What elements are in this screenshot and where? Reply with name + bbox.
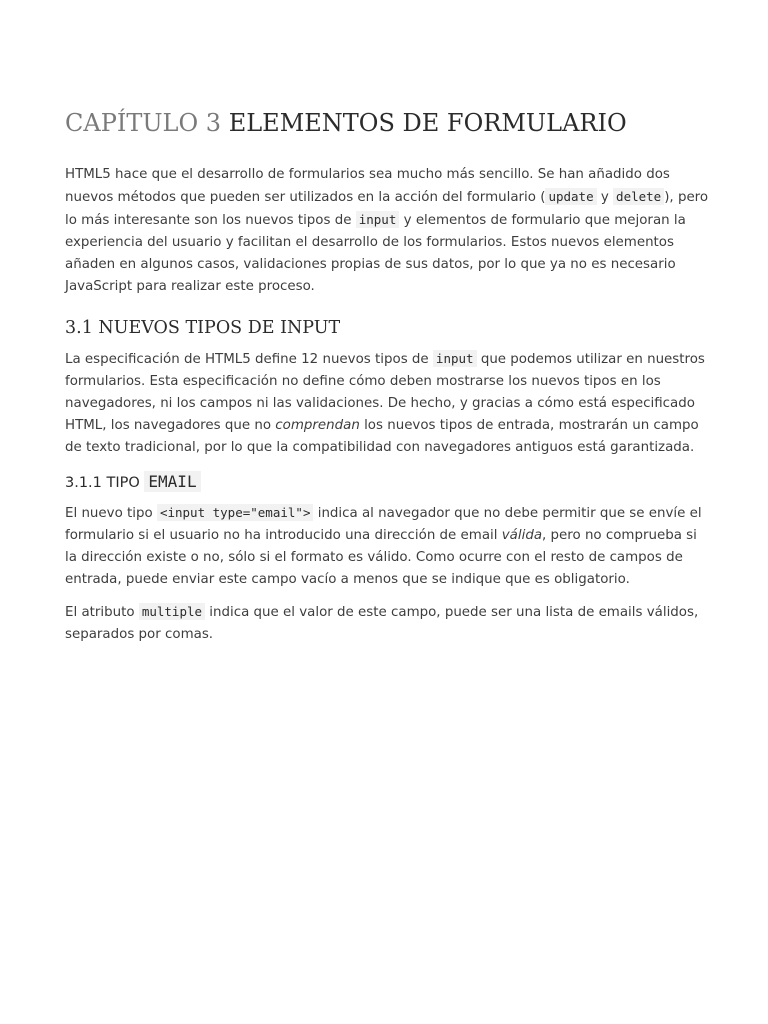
chapter-title-text: ELEMENTOS DE FORMULARIO [228, 109, 627, 137]
s311-p2-text-2: indica que el valor de este campo, puede ser una lista de emails válidos, separados por comas. [65, 605, 699, 642]
section-heading-3-1-1 [65, 469, 710, 496]
s31-text-2: que podemos utilizar en nuestros formularios. Esta especificación no define cómo deben mostrarse los nuevos tipos en los navegadores, ni los campos ni las validaciones. De hecho, y gracias a cómo está especificado HTML, los navegadores que no [65, 352, 705, 433]
section-heading-3-1: 3.1 NUEVOS TIPOS DE INPUT [65, 318, 341, 338]
s311-text-3: , pero no comprueba si la dirección existe o no, sólo si el formato es válido. Como ocurre con el resto de campos de entrada, puede enviar este campo vacío a menos que se indique que es obligatorio. [65, 528, 697, 587]
code-input: input [356, 211, 400, 228]
s311-text-1: El nuevo tipo [65, 506, 157, 521]
s311-text-2: indica al navegador que no debe permitir que se envíe el formulario si el usuario no ha introducido una dirección de email [65, 506, 702, 543]
chapter-title [65, 104, 710, 142]
intro-text-1: HTML5 hace que el desarrollo de formularios sea mucho más sencillo. Se han añadido dos nuevos métodos que pueden ser utilizados en la acción del formulario ( [65, 167, 670, 205]
code-multiple: multiple [139, 603, 205, 620]
intro-paragraph [65, 164, 710, 298]
intro-text-4: y elementos de formulario que mejoran la experiencia del usuario y facilitan el desarrollo de los formularios. Estos nuevos elementos añaden en algunos casos, validaciones propias de sus datos, por lo que ya no es necesario JavaScript para realizar este proceso. [65, 213, 686, 294]
s311-p2-text-1: El atributo [65, 605, 139, 620]
intro-text-2: y [596, 190, 614, 205]
emphasis-comprendan: comprendan [275, 418, 360, 433]
heading-prefix: 3.1.1 TIPO [65, 475, 145, 491]
code-delete: delete [613, 188, 664, 205]
s31-text-3: los nuevos tipos de entrada, mostrarán un campo de texto tradicional, por lo que la compatibilidad con navegadores antiguos está garantizada. [65, 418, 699, 455]
section-3-1-1-paragraph-1 [65, 502, 710, 591]
section-3-1-paragraph [65, 348, 710, 459]
chapter-label: CAPÍTULO 3 [65, 109, 222, 137]
page-content [65, 104, 710, 656]
code-input-email: <input type="email"> [157, 504, 314, 521]
intro-text-3: ), pero lo más interesante son los nuevos tipos de [65, 190, 709, 228]
section-3-1-1-paragraph-2 [65, 601, 710, 646]
code-input-2: input [433, 350, 477, 367]
s31-text-1: La especificación de HTML5 define 12 nuevos tipos de [65, 352, 433, 367]
code-update: update [545, 188, 596, 205]
code-email-heading: EMAIL [144, 471, 200, 492]
emphasis-valida: válida [501, 528, 543, 543]
